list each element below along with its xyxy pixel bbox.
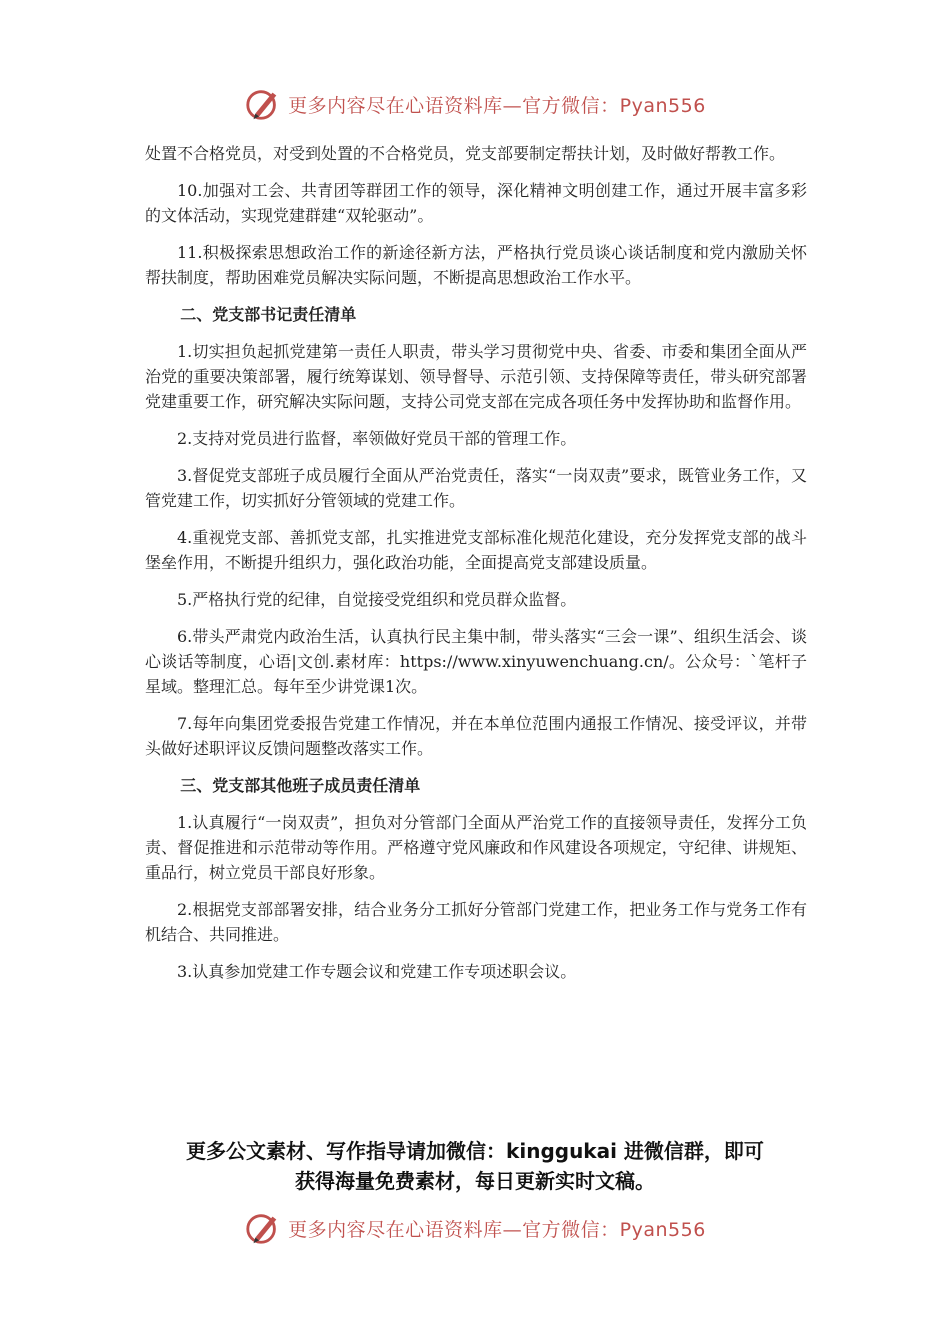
paragraph: 4.重视党支部、善抓党支部，扎实推进党支部标准化规范化建设，充分发挥党支部的战斗堡垒作用，不断提升组织力，强化政治功能，全面提高党支部建设质量。 <box>145 528 807 572</box>
paragraph: 处置不合格党员，对受到处置的不合格党员，党支部要制定帮扶计划，及时做好帮教工作。 <box>145 144 786 163</box>
paragraph: 3.认真参加党建工作专题会议和党建工作专项述职会议。 <box>177 962 577 981</box>
paragraph: 11.积极探索思想政治工作的新途径新方法，严格执行党员谈心谈话制度和党内激励关怀帮扶制度，帮助困难党员解决实际问题，不断提高思想政治工作水平。 <box>145 243 807 287</box>
banner-text: 更多内容尽在心语资料库—官方微信：Pyan556 <box>288 94 706 117</box>
pen-logo-icon <box>244 1209 282 1247</box>
paragraph: 1.认真履行“一岗双责”，担负对分管部门全面从严治党工作的直接领导责任，发挥分工负责、督促推进和示范带动等作用。严格遵守党风廉政和作风建设各项规定，守纪律、讲规矩、重品行，树立党员干部良好形象。 <box>145 813 807 882</box>
paragraph: 2.根据党支部部署安排，结合业务分工抓好分管部门党建工作，把业务工作与党务工作有机结合、共同推进。 <box>145 900 807 944</box>
header-banner <box>0 84 950 124</box>
banner-text: 更多内容尽在心语资料库—官方微信：Pyan556 <box>288 1218 706 1241</box>
document-body <box>145 141 807 996</box>
footer-banner <box>0 1208 950 1248</box>
paragraph: 5.严格执行党的纪律，自觉接受党组织和党员群众监督。 <box>177 590 577 609</box>
paragraph: 3.督促党支部班子成员履行全面从严治党责任，落实“一岗双责”要求，既管业务工作，又管党建工作，切实抓好分管领域的党建工作。 <box>145 466 807 510</box>
promo-note <box>0 1136 950 1196</box>
promo-line: 更多公文素材、写作指导请加微信：kinggukai 进微信群，即可 <box>186 1139 764 1163</box>
paragraph: 7.每年向集团党委报告党建工作情况，并在本单位范围内通报工作情况、接受评议，并带头做好述职评议反馈问题整改落实工作。 <box>145 714 807 758</box>
paragraph: 1.切实担负起抓党建第一责任人职责，带头学习贯彻党中央、省委、市委和集团全面从严治党的重要决策部署，履行统筹谋划、领导督导、示范引领、支持保障等责任，带头研究部署党建重要工作，研究解决实际问题，支持公司党支部在完成各项任务中发挥协助和监督作用。 <box>145 342 807 411</box>
paragraph: 6.带头严肃党内政治生活，认真执行民主集中制，带头落实“三会一课”、组织生活会、谈心谈话等制度，心语|文创.素材库：https://www.xinyuwenchuang.cn/。公众号：`笔杆子星域。整理汇总。每年至少讲党课1次。 <box>145 627 807 696</box>
paragraph: 10.加强对工会、共青团等群团工作的领导，深化精神文明创建工作，通过开展丰富多彩的文体活动，实现党建群建“双轮驱动”。 <box>145 181 807 225</box>
promo-line: 获得海量免费素材，每日更新实时文稿。 <box>295 1169 655 1193</box>
section-heading: 三、党支部其他班子成员责任清单 <box>180 776 421 795</box>
paragraph: 2.支持对党员进行监督，率领做好党员干部的管理工作。 <box>177 429 577 448</box>
section-heading: 二、党支部书记责任清单 <box>180 305 357 324</box>
pen-logo-icon <box>244 85 282 123</box>
